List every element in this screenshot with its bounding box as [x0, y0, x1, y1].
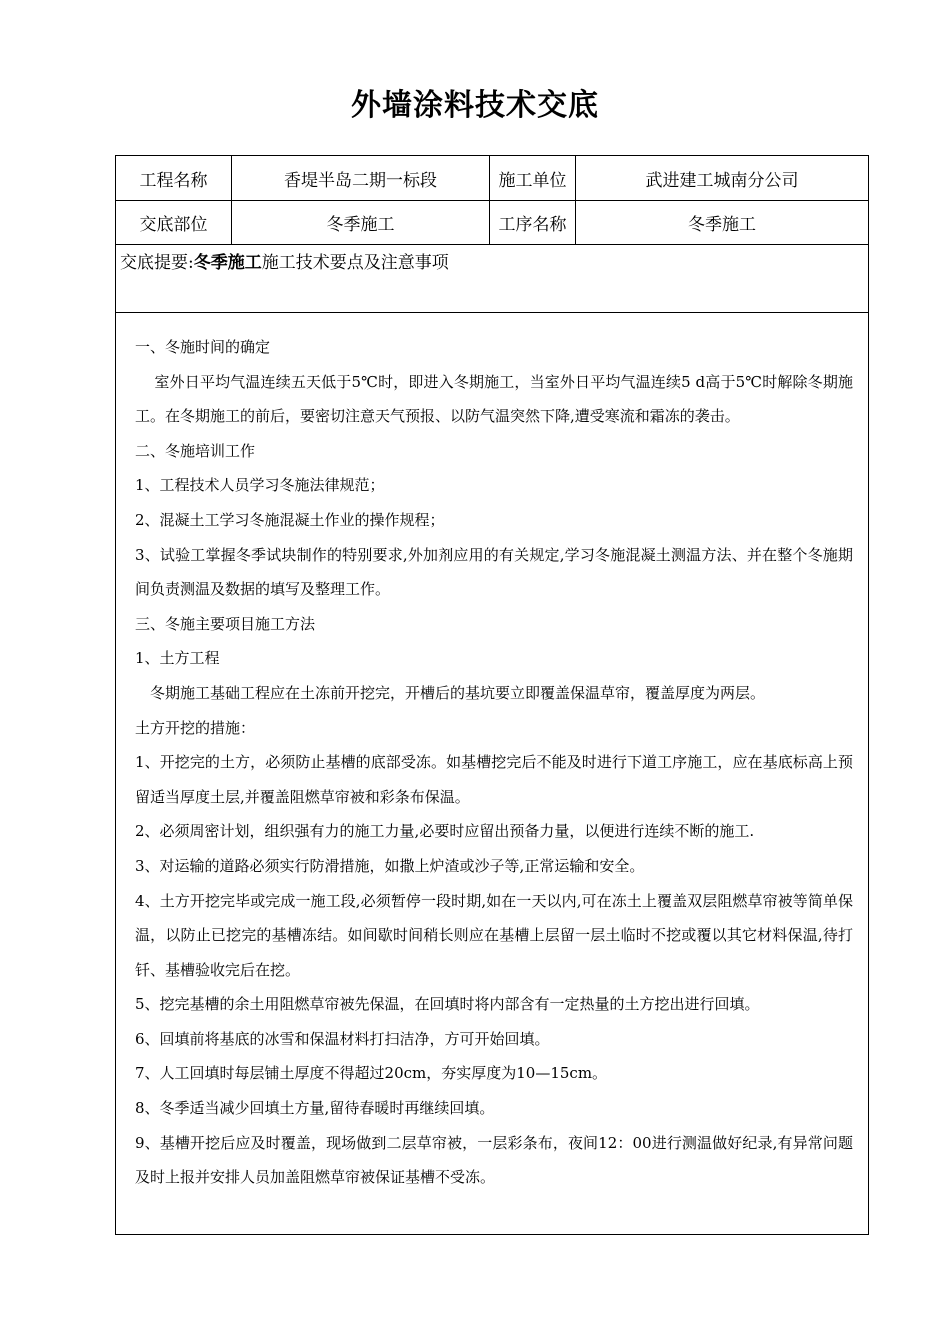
section-heading-1: 一、冬施时间的确定: [135, 338, 271, 356]
process-name-value: 冬季施工: [688, 214, 756, 235]
project-name-value: 香堤半岛二期一标段: [232, 156, 490, 200]
process-name-label: 工序名称: [490, 200, 576, 244]
subsection-heading: 土方开挖的措施：: [135, 718, 256, 737]
body-paragraph: 室外日平均气温连续五天低于5℃时，即进入冬期施工，当室外日平均气温连续5 d高于5℃时解除冬期施工。在冬期施工的前后，要密切注意天气预报、以防气温突然下降,遭受寒流和霜冻的袭击。: [135, 372, 853, 426]
list-item: 1、开挖完的土方，必须防止基槽的底部受冻。如基槽挖完后不能及时进行下道工序施工，应在基底标高上预留适当厚度土层,并覆盖阻燃草帘被和彩条布保温。: [135, 753, 853, 806]
construction-unit-value: 武进建工城南分公司: [645, 170, 799, 191]
list-item: 7、人工回填时每层铺土厚度不得超过20cm，夯实厚度为10—15cm。: [135, 1064, 608, 1083]
project-name-label: 工程名称: [116, 156, 232, 200]
disclosure-table: [115, 155, 869, 1235]
summary-highlight: 冬季施工: [193, 253, 262, 273]
list-item: 2、混凝土工学习冬施混凝土作业的操作规程；: [135, 510, 445, 529]
disclosure-part-value: 冬季施工: [232, 200, 490, 244]
summary-line: [120, 248, 449, 273]
header-row-2: [116, 200, 868, 245]
summary-suffix: 施工技术要点及注意事项: [261, 253, 449, 273]
header-row-1: [116, 156, 868, 201]
list-item: 6、回填前将基底的冰雪和保温材料打扫洁净，方可开始回填。: [135, 1029, 550, 1048]
document-title: 外墙涂料技术交底: [351, 88, 599, 123]
list-item: 9、基槽开挖后应及时覆盖，现场做到二层草帘被，一层彩条布，夜间12：00进行测温做好纪录,有异常问题及时上报并安排人员加盖阻燃草帘被保证基槽不受冻。: [135, 1133, 853, 1187]
list-item: 5、挖完基槽的余土用阻燃草帘被先保温，在回填时将内部含有一定热量的土方挖出进行回填。: [135, 995, 760, 1014]
construction-unit-label: 施工单位: [490, 156, 576, 200]
section-heading-3: 三、冬施主要项目施工方法: [135, 614, 316, 633]
list-item: 3、对运输的道路必须实行防滑措施，如撒上炉渣或沙子等,正常运输和安全。: [135, 856, 645, 875]
disclosure-body: [135, 330, 853, 1195]
list-item: 8、冬季适当减少回填土方量,留待春暖时再继续回填。: [135, 1099, 495, 1118]
body-paragraph: 冬期施工基础工程应在土冻前开挖完，开槽后的基坑要立即覆盖保温草帘，覆盖厚度为两层。: [150, 683, 766, 702]
disclosure-part-label: 交底部位: [116, 200, 232, 244]
list-item: 2、必须周密计划，组织强有力的施工力量,必要时应留出预备力量，以便进行连续不断的施工.: [135, 822, 755, 841]
list-item: 3、试验工掌握冬季试块制作的特别要求,外加剂应用的有关规定,学习冬施混凝土测温方法、并在整个冬施期间负责测温及数据的填写及整理工作。: [135, 545, 853, 599]
summary-row: [116, 244, 868, 313]
summary-prefix: 交底提要:: [120, 253, 194, 273]
subsection-heading: 1、土方工程: [135, 649, 220, 668]
section-heading-2: 二、冬施培训工作: [135, 441, 256, 460]
list-item: 1、工程技术人员学习冬施法律规范；: [135, 476, 385, 495]
list-item: 4、土方开挖完毕或完成一施工段,必须暂停一段时期,如在一天以内,可在冻土上覆盖双层阻燃草帘被等简单保温，以防止已挖完的基槽冻结。如间歇时间稍长则应在基槽上层留一层土临时不挖或覆以其它材料保温,待打钎、基槽验收完后在挖。: [135, 891, 853, 979]
